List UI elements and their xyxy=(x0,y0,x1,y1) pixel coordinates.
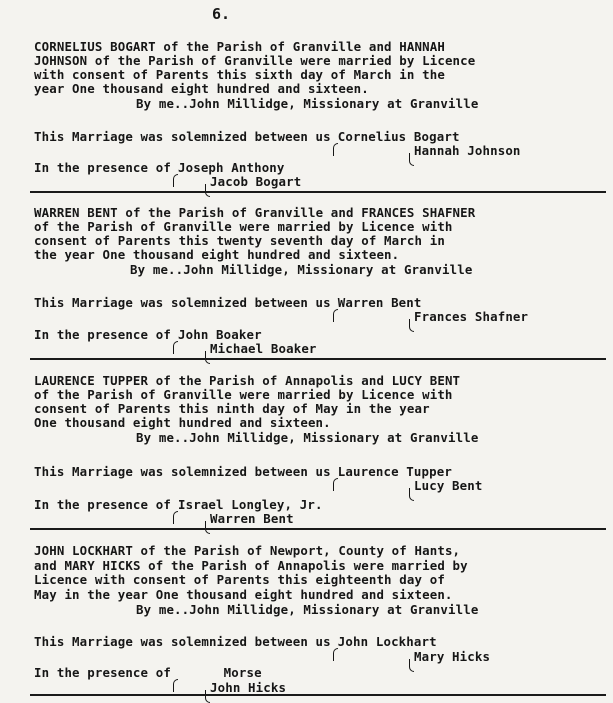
bride-name: FRANCES SHAFNER xyxy=(361,205,476,220)
bride-surname: JOHNSON xyxy=(34,53,88,68)
presence-line xyxy=(34,498,613,512)
bride-name: LUCY BENT xyxy=(391,373,461,388)
solemnized-text: This Marriage was solemnized between us xyxy=(34,634,331,649)
witness-2: Warren Bent xyxy=(210,511,294,526)
entry-line-4: year One thousand eight hundred and sixteen. xyxy=(34,81,369,96)
solemnized-line xyxy=(34,635,613,649)
witness-2: Michael Boaker xyxy=(210,341,317,356)
signature-bride: Mary Hicks xyxy=(414,649,491,664)
presence-line xyxy=(34,666,613,680)
groom-name: JOHN LOCKHART xyxy=(34,543,133,558)
solemnized-line-2 xyxy=(407,144,613,158)
solemnized-line xyxy=(34,296,613,310)
solemnized-line xyxy=(34,465,613,479)
witness-1: Israel Longley, Jr. xyxy=(177,497,323,512)
entry-line-1 xyxy=(34,206,613,220)
presence-line-2 xyxy=(203,512,613,526)
groom-name: WARREN BENT xyxy=(34,205,118,220)
signature-groom: Warren Bent xyxy=(337,295,422,310)
entry-line-3: consent of Parents this twenty seventh day of March in xyxy=(34,233,445,248)
presence-line xyxy=(34,328,613,342)
solemnized-text: This Marriage was solemnized between us xyxy=(34,129,331,144)
presence-text: In the presence of xyxy=(34,160,171,175)
bride-name: HANNAH xyxy=(399,39,445,54)
entry-text: of the Parish of Newport, County of Hants, xyxy=(132,543,461,558)
officiant-line: By me..John Millidge, Missionary at Granville xyxy=(136,602,479,617)
solemnized-line xyxy=(34,130,613,144)
signature-groom: Cornelius Bogart xyxy=(337,129,460,144)
presence-line-2 xyxy=(203,175,613,189)
witness-2: John Hicks xyxy=(210,680,287,695)
witness-1: Morse xyxy=(177,665,262,680)
entry-text-bride: MARY HICKS of the Parish of Annapolis were married by xyxy=(64,558,468,573)
entry-line-2 xyxy=(34,388,613,402)
presence-text: In the presence of xyxy=(34,327,171,342)
entry-line-4: the year One thousand eight hundred and sixteen. xyxy=(34,247,400,262)
groom-name: CORNELIUS BOGART xyxy=(34,39,156,54)
entry-line-2 xyxy=(34,220,613,234)
entry-divider xyxy=(30,528,606,530)
witness-2: Jacob Bogart xyxy=(210,174,302,189)
groom-name: LAURENCE TUPPER xyxy=(34,373,149,388)
entry-line-1 xyxy=(34,544,613,558)
entry-line-2 xyxy=(34,559,613,573)
signature-bride: Lucy Bent xyxy=(414,478,483,493)
entry-line-1 xyxy=(34,374,613,388)
officiant-line: By me..John Millidge, Missionary at Granville xyxy=(136,96,479,111)
entry-line-3: consent of Parents this ninth day of May in the year xyxy=(34,401,430,416)
entry-text: of the Parish of Granville and xyxy=(117,205,362,220)
solemnized-line-2 xyxy=(407,650,613,664)
signature-bride: Frances Shafner xyxy=(414,309,529,324)
entry-text: and xyxy=(34,558,65,573)
entry-text: of the Parish of Granville were married by Licence xyxy=(87,53,476,68)
solemnized-text: This Marriage was solemnized between us xyxy=(34,295,331,310)
entry-divider xyxy=(30,358,606,360)
entry-text: of the Parish of Granville were married by Licence with xyxy=(34,387,453,402)
witness-1: Joseph Anthony xyxy=(177,160,285,175)
entry-line-2 xyxy=(34,54,613,68)
entry-text: of the Parish of Granville were married by Licence with xyxy=(34,219,453,234)
signature-bride: Hannah Johnson xyxy=(414,143,521,158)
entry-text: of the Parish of Annapolis and xyxy=(148,373,392,388)
entry-line-3: Licence with consent of Parents this eighteenth day of xyxy=(34,572,445,587)
solemnized-line-2 xyxy=(407,479,613,493)
presence-line xyxy=(34,161,613,175)
presence-line-2 xyxy=(203,342,613,356)
entry-line-1 xyxy=(34,40,613,54)
presence-line-2 xyxy=(203,681,613,695)
entry-text: of the Parish of Granville and xyxy=(155,39,400,54)
officiant-line: By me..John Millidge, Missionary at Granville xyxy=(136,430,479,445)
solemnized-line-2 xyxy=(407,310,613,324)
officiant-line: By me..John Millidge, Missionary at Granville xyxy=(130,262,473,277)
solemnized-text: This Marriage was solemnized between us xyxy=(34,464,331,479)
entry-line-3: with consent of Parents this sixth day of March in the xyxy=(34,67,445,82)
presence-text: In the presence of xyxy=(34,665,171,680)
entry-line-4: One thousand eight hundred and sixteen. xyxy=(34,415,331,430)
entry-divider xyxy=(30,694,606,696)
signature-groom: John Lockhart xyxy=(337,634,437,649)
witness-1: John Boaker xyxy=(177,327,262,342)
entry-line-4: May in the year One thousand eight hundred and sixteen. xyxy=(34,587,453,602)
page-number: 6. xyxy=(212,5,231,23)
signature-groom: Laurence Tupper xyxy=(337,464,452,479)
entry-divider xyxy=(30,191,606,193)
presence-text: In the presence of xyxy=(34,497,171,512)
